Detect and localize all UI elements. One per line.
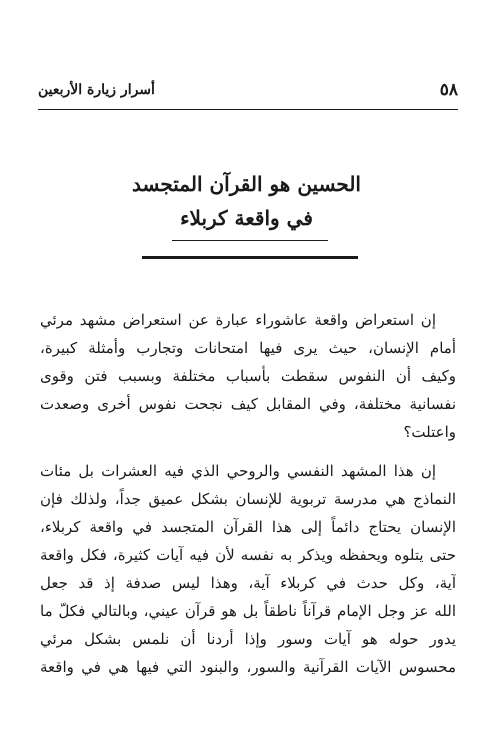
- text-line: الإنسان يحتاج دائماً إلى هذا القرآن المتجسد في واقعة كربلاء،: [40, 518, 456, 536]
- text-line: وكيف أن النفوس سقطت بأسباب مختلفة وبسبب فتن وقوى: [40, 367, 456, 385]
- title-divider-thick: [142, 256, 358, 259]
- text-line: يدور حوله هو آيات وسور وإذا أردنا أن نلمس بشكل مرئي: [40, 630, 456, 648]
- text-line: أمام الإنسان، حيث يرى فيها امتحانات وتجارب وأمثلة كبيرة،: [40, 339, 456, 357]
- header-divider: [38, 109, 458, 110]
- text-line: إن استعراض واقعة عاشوراء عبارة عن استعراض مشهد مرئي: [40, 311, 436, 329]
- body-text: [40, 306, 456, 681]
- text-line: نفسانية مختلفة، وفي المقابل كيف نجحت نفوس أخرى وصعدت: [40, 395, 456, 413]
- paragraph-gap: [40, 446, 456, 457]
- running-title: أسرار زيارة الأربعين: [38, 82, 155, 98]
- text-line: النماذج هي مدرسة تربوية للإنسان بشكل عميق جداً، ولذلك فإن: [40, 490, 456, 508]
- paragraph: [40, 457, 456, 681]
- page-number: ٥٨: [439, 80, 458, 100]
- title-divider-thin: [172, 240, 328, 241]
- text-line: محسوس الآيات القرآنية والسور، والبنود التي فيها هي في واقعة: [40, 658, 456, 676]
- text-line: واعتلت؟: [403, 423, 456, 441]
- chapter-title: الحسين هو القرآن المتجسد: [132, 172, 361, 196]
- text-line: آية، وكل حدث في كربلاء آية، وهذا ليس صدفة إذ قد جعل: [40, 574, 456, 592]
- text-line: إن هذا المشهد النفسي والروحي الذي فيه العشرات بل مئات: [40, 462, 436, 480]
- page-header: [38, 80, 458, 104]
- text-line: حتى يتلوه ويحفظه ويذكر به نفسه لأن فيه آيات كثيرة، فكل واقعة: [40, 546, 456, 564]
- paragraph: [40, 306, 456, 446]
- text-line: الله عز وجل الإمام قرآناً ناطقاً بل هو قرآن عيني، وبالتالي فكلّ ما: [40, 602, 456, 620]
- chapter-subtitle: في واقعة كربلاء: [180, 206, 313, 230]
